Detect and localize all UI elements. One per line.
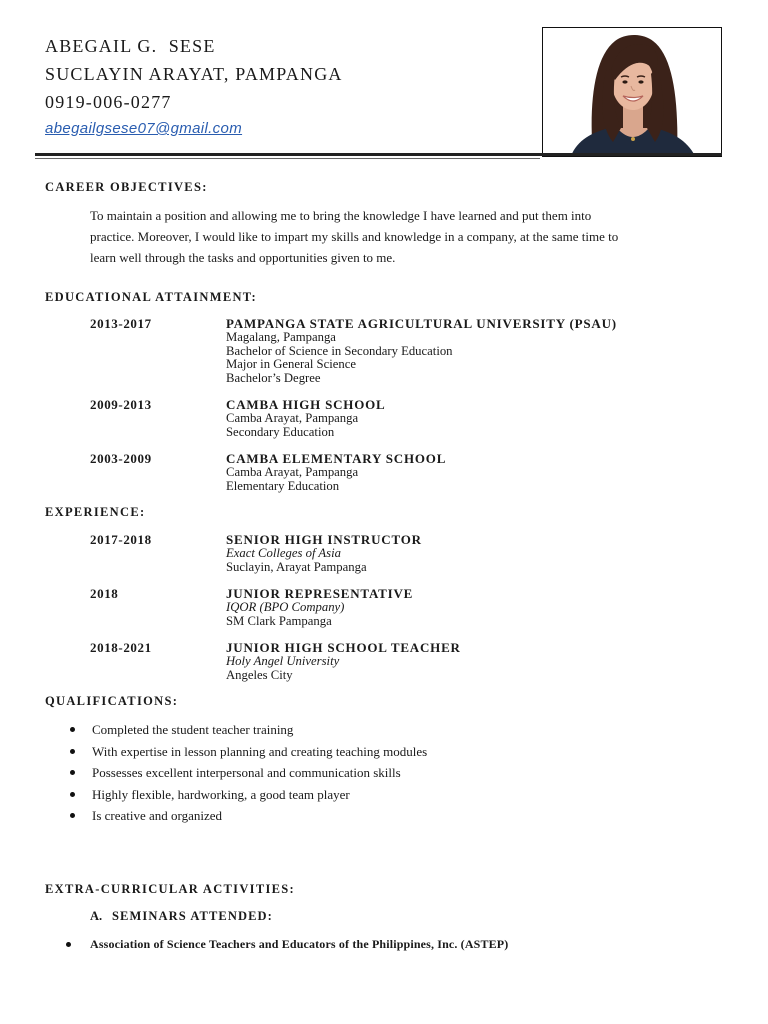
career-objectives-line: practice. Moreover, I would like to impart my skills and knowledge in a company, at the same time to bbox=[90, 229, 619, 244]
career-objectives-heading: CAREER OBJECTIVES: bbox=[45, 180, 208, 194]
qualification-text: Possesses excellent interpersonal and communication skills bbox=[92, 765, 401, 780]
employer-location: SM Clark Pampanga bbox=[226, 613, 332, 628]
list-item bbox=[60, 784, 427, 806]
education-heading: EDUCATIONAL ATTAINMENT: bbox=[45, 290, 257, 304]
bullet-icon bbox=[70, 770, 75, 775]
qualification-text: Highly flexible, hardworking, a good team player bbox=[92, 786, 350, 802]
list-item bbox=[60, 762, 427, 784]
education-details bbox=[226, 452, 446, 493]
experience-years: 2018-2021 bbox=[90, 640, 152, 655]
profile-photo bbox=[542, 27, 722, 157]
header-divider-thin bbox=[35, 158, 540, 159]
header-divider bbox=[35, 153, 722, 156]
degree-major: Major in General Science bbox=[226, 357, 356, 372]
education-level: Secondary Education bbox=[226, 424, 335, 439]
career-objectives-line: learn well through the tasks and opportunities given to me. bbox=[90, 250, 396, 265]
list-item bbox=[60, 719, 427, 741]
degree-program: Bachelor of Science in Secondary Education bbox=[226, 343, 453, 358]
experience-details bbox=[226, 533, 422, 574]
seminars-heading: SEMINARS ATTENDED: bbox=[112, 909, 273, 923]
career-objectives-line: To maintain a position and allowing me to bring the knowledge I have learned and put them into bbox=[90, 208, 592, 223]
bullet-icon bbox=[66, 942, 71, 947]
experience-heading: EXPERIENCE: bbox=[45, 505, 146, 519]
school-name: CAMBA HIGH SCHOOL bbox=[226, 397, 386, 412]
education-years: 2003-2009 bbox=[90, 451, 152, 466]
qualification-text: With expertise in lesson planning and creating teaching modules bbox=[92, 743, 428, 759]
applicant-address: SUCLAYIN ARAYAT, PAMPANGA bbox=[45, 64, 343, 84]
career-objectives-text bbox=[90, 205, 618, 268]
list-item bbox=[60, 741, 427, 763]
education-details bbox=[226, 398, 386, 439]
job-position: JUNIOR REPRESENTATIVE bbox=[226, 586, 414, 601]
applicant-name: ABEGAIL G. SESE bbox=[45, 36, 216, 56]
qualifications-heading: QUALIFICATIONS: bbox=[45, 694, 179, 708]
experience-entry bbox=[90, 641, 730, 685]
experience-details bbox=[226, 587, 413, 628]
seminar-item bbox=[58, 936, 508, 952]
job-position: SENIOR HIGH INSTRUCTOR bbox=[226, 532, 422, 547]
qualification-text: Is creative and organized bbox=[92, 808, 223, 823]
seminar-text: Association of Science Teachers and Educators of the Philippines, Inc. (ASTEP) bbox=[90, 937, 509, 951]
education-entry bbox=[90, 452, 730, 496]
bullet-icon bbox=[70, 813, 75, 818]
education-entry bbox=[90, 398, 730, 442]
experience-years: 2018 bbox=[90, 586, 119, 601]
applicant-phone: 0919-006-0277 bbox=[45, 92, 172, 112]
degree-level: Bachelor’s Degree bbox=[226, 371, 321, 386]
education-years: 2009-2013 bbox=[90, 397, 152, 412]
applicant-email-link[interactable]: abegailgsese07@gmail.com bbox=[45, 120, 243, 137]
employer-name: Exact Colleges of Asia bbox=[226, 546, 341, 560]
school-location: Magalang, Pampanga bbox=[226, 330, 336, 344]
experience-years: 2017-2018 bbox=[90, 532, 152, 547]
bullet-icon bbox=[70, 727, 75, 732]
employer-name: Holy Angel University bbox=[226, 654, 340, 668]
education-level: Elementary Education bbox=[226, 478, 340, 493]
subsection-marker: A. bbox=[90, 909, 103, 923]
experience-entry bbox=[90, 533, 730, 577]
profile-photo-image bbox=[543, 28, 721, 156]
bullet-icon bbox=[70, 792, 75, 797]
education-details bbox=[226, 317, 617, 386]
employer-name: IQOR (BPO Company) bbox=[226, 600, 345, 614]
employer-location: Angeles City bbox=[226, 667, 293, 682]
qualification-text: Completed the student teacher training bbox=[92, 722, 294, 737]
bullet-icon bbox=[70, 749, 75, 754]
school-location: Camba Arayat, Pampanga bbox=[226, 411, 359, 425]
school-name: CAMBA ELEMENTARY SCHOOL bbox=[226, 451, 447, 466]
experience-details bbox=[226, 641, 461, 682]
school-name: PAMPANGA STATE AGRICULTURAL UNIVERSITY (PSAU) bbox=[226, 316, 617, 331]
education-entry bbox=[90, 317, 730, 387]
extracurricular-heading: EXTRA-CURRICULAR ACTIVITIES: bbox=[45, 882, 295, 896]
list-item bbox=[60, 805, 427, 827]
education-years: 2013-2017 bbox=[90, 316, 152, 331]
school-location: Camba Arayat, Pampanga bbox=[226, 465, 359, 479]
qualifications-list bbox=[60, 719, 427, 827]
job-position: JUNIOR HIGH SCHOOL TEACHER bbox=[226, 640, 461, 655]
employer-location: Suclayin, Arayat Pampanga bbox=[226, 559, 367, 574]
experience-entry bbox=[90, 587, 730, 631]
